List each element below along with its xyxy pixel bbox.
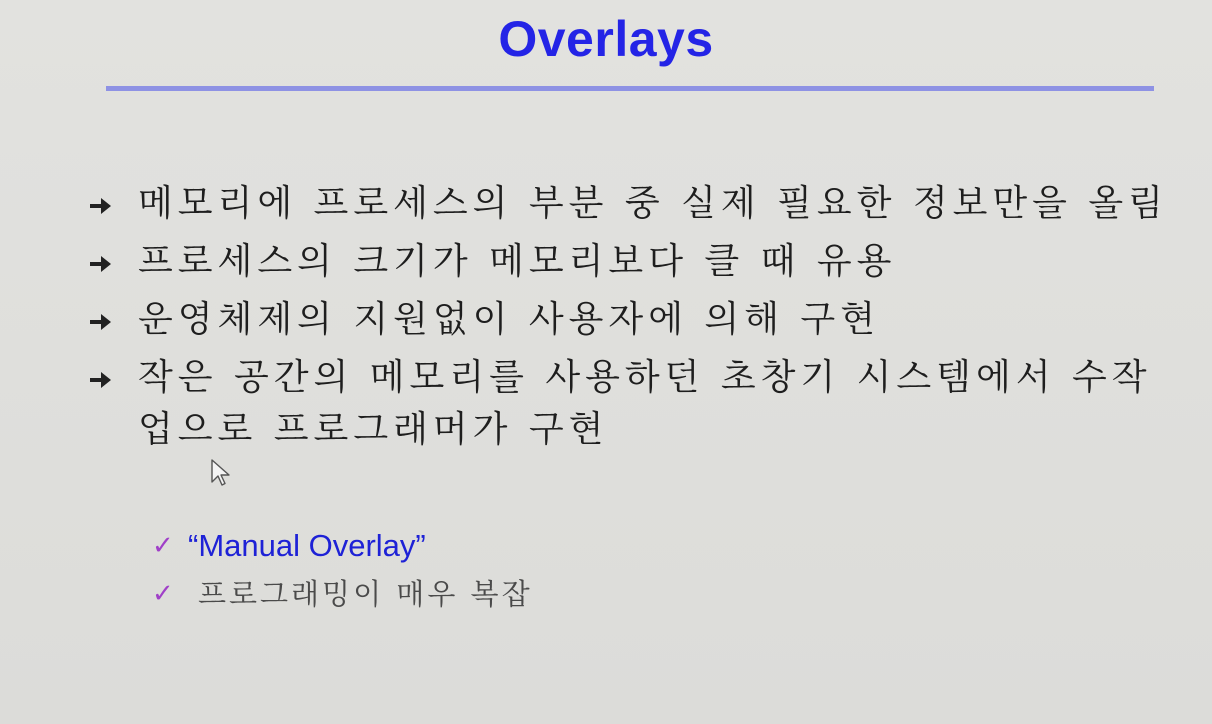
arrow-bullet-icon (88, 370, 112, 390)
bullet-item (88, 294, 1168, 346)
bullet-text: 메모리에 프로세스의 부분 중 실제 필요한 정보만을 올림 (138, 183, 1168, 224)
manual-overlay-text: “Manual Overlay” (188, 528, 426, 563)
sub-bullet-item (152, 572, 533, 620)
bullet-text: 프로세스의 크기가 메모리보다 클 때 유용 (138, 241, 897, 282)
mouse-pointer-icon (210, 458, 232, 488)
sub-bullet-list (152, 524, 533, 620)
arrow-bullet-icon (88, 254, 112, 274)
bullet-item (88, 178, 1168, 230)
title-underline (106, 86, 1154, 91)
checkmark-icon: ✓ (152, 531, 174, 561)
checkmark-icon: ✓ (152, 579, 174, 609)
bullet-item (88, 236, 1168, 288)
bullet-list (88, 178, 1168, 456)
complexity-text: 프로그래밍이 매우 복잡 (198, 577, 533, 611)
arrow-bullet-icon (88, 196, 112, 216)
bullet-text: 운영체제의 지원없이 사용자에 의해 구현 (138, 299, 880, 340)
slide-title: Overlays (498, 11, 714, 67)
bullet-text: 작은 공간의 메모리를 사용하던 초창기 시스템에서 수작업으로 프로그래머가 구현 (138, 357, 1152, 450)
sub-bullet-item (152, 524, 533, 572)
arrow-bullet-icon (88, 312, 112, 332)
bullet-item (88, 352, 1168, 456)
